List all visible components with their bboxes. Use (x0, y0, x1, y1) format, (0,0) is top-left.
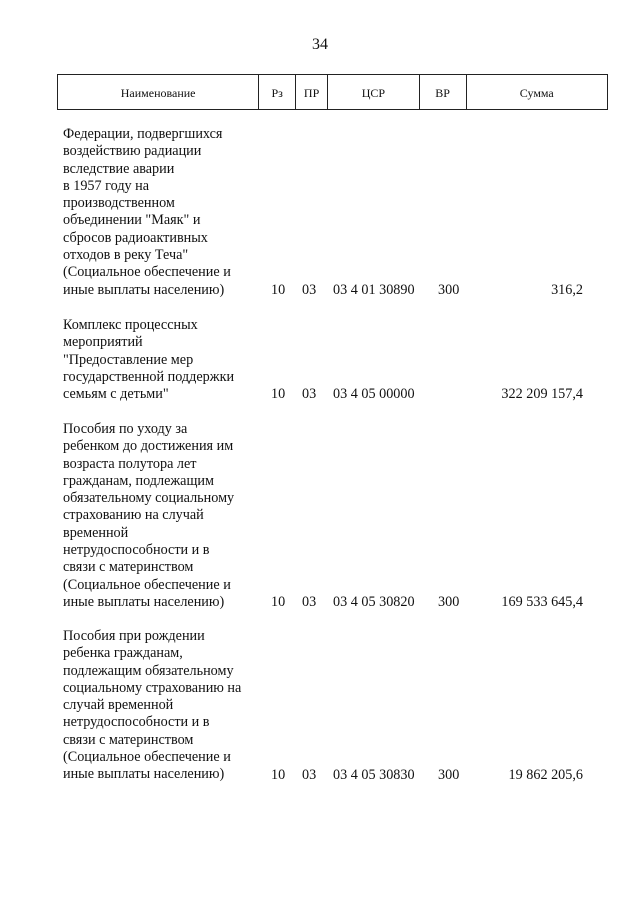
row-csr: 03 4 05 30820 (333, 594, 415, 610)
row-rz: 10 (271, 767, 286, 783)
row-sum: 169 533 645,4 (501, 594, 583, 610)
row-name: Пособия при рождении ребенка гражданам, подлежащим обязательному социальному страхованию на случай временной нетрудоспособности и в связи с материнством (Социальное обеспечение и иные выплаты населению) (63, 628, 242, 783)
header-csr: ЦСР (328, 75, 420, 109)
row-rz: 10 (271, 282, 286, 298)
table-header (57, 74, 608, 110)
header-pr: ПР (296, 75, 328, 109)
row-sum: 19 862 205,6 (508, 767, 583, 783)
row-vr: 300 (438, 767, 460, 783)
row-csr: 03 4 05 30830 (333, 767, 415, 783)
row-sum: 316,2 (551, 282, 583, 298)
header-rz: Рз (259, 75, 296, 109)
row-pr: 03 (302, 282, 317, 298)
row-vr: 300 (438, 282, 460, 298)
row-pr: 03 (302, 386, 317, 402)
row-csr: 03 4 05 00000 (333, 386, 415, 402)
row-name: Пособия по уходу за ребенком до достижения им возраста полутора лет гражданам, подлежащим обязательному социальному страхованию на случай временной нетрудоспособности и в связи с материнством (Социальное обеспечение и иные выплаты населению) (63, 421, 235, 610)
header-vr: ВР (420, 75, 467, 109)
row-rz: 10 (271, 386, 286, 402)
row-name: Комплекс процессных мероприятий "Предоставление мер государственной поддержки семьям с детьми" (63, 317, 235, 403)
row-csr: 03 4 01 30890 (333, 282, 415, 298)
row-vr: 300 (438, 594, 460, 610)
header-sum: Сумма (519, 85, 554, 100)
row-name: Федерации, подвергшихся воздействию радиации вследствие аварии в 1957 году на производственном объединении "Маяк" и сбросов радиоактивных отходов в реку Теча" (Социальное обеспечение и иные выплаты населению) (63, 126, 231, 298)
page-number: 34 (312, 36, 328, 53)
row-sum: 322 209 157,4 (501, 386, 583, 402)
row-pr: 03 (302, 767, 317, 783)
header-name: Наименование (58, 75, 259, 109)
row-rz: 10 (271, 594, 286, 610)
row-pr: 03 (302, 594, 317, 610)
